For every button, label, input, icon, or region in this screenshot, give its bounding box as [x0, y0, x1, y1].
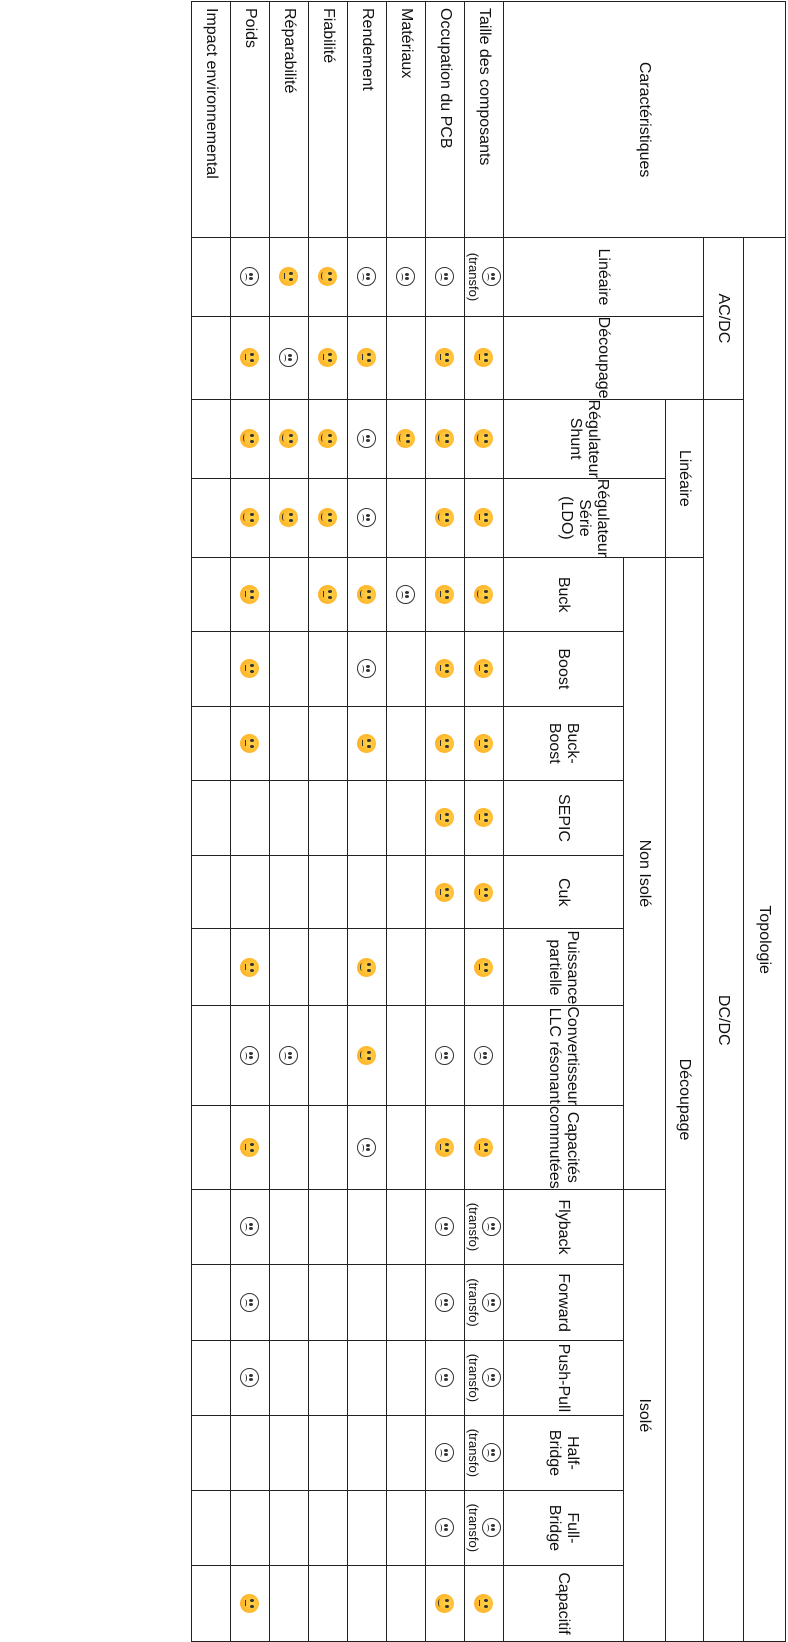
rating-cell	[231, 1490, 270, 1565]
sad-face-icon	[436, 1217, 455, 1236]
happy-face-icon	[241, 429, 260, 448]
rating-cell	[192, 558, 231, 632]
rating-cell	[231, 781, 270, 856]
neutral-face-icon	[475, 348, 494, 367]
row-label: Réparabilité	[270, 2, 309, 238]
rating-cell	[231, 1189, 270, 1264]
rating-cell	[270, 1265, 309, 1341]
rating-cell	[348, 632, 387, 706]
transfo-note: (transfo)	[466, 252, 482, 302]
neutral-face-icon	[475, 508, 494, 527]
table-row	[309, 2, 348, 1642]
dcdc-header: DC/DC	[704, 399, 744, 1641]
rating-cell	[348, 781, 387, 856]
rating-cell	[192, 1006, 231, 1106]
rating-cell	[387, 1565, 426, 1641]
rating-cell	[387, 558, 426, 632]
row-label: Rendement	[348, 2, 387, 238]
neutral-face-icon	[436, 883, 455, 902]
rating-cell	[192, 1340, 231, 1415]
rating-cell	[231, 558, 270, 632]
rating-cell	[465, 1490, 504, 1565]
transfo-note: (transfo)	[466, 1353, 482, 1403]
transfo-note: (transfo)	[466, 1503, 482, 1553]
topology-table	[191, 1, 786, 1642]
rating-cell	[309, 706, 348, 780]
neutral-face-icon	[475, 958, 494, 977]
sad-face-icon	[241, 1217, 260, 1236]
rating-cell	[192, 478, 231, 557]
rating-cell	[387, 238, 426, 316]
neutral-face-icon	[241, 585, 260, 604]
sad-face-icon	[483, 1217, 502, 1236]
rating-cell	[387, 632, 426, 706]
col-name-5: Boost	[504, 632, 624, 706]
rating-cell	[309, 478, 348, 557]
rating-cell	[309, 929, 348, 1006]
rating-cell	[387, 1106, 426, 1190]
col-name-8: Cuk	[504, 855, 624, 929]
rating-cell	[231, 399, 270, 478]
rating-cell	[231, 706, 270, 780]
rating-cell	[426, 478, 465, 557]
rating-cell	[348, 1106, 387, 1190]
transfo-note: (transfo)	[466, 1278, 482, 1327]
rating-cell	[348, 1265, 387, 1341]
neutral-face-icon	[241, 1594, 260, 1613]
rating-cell	[270, 1490, 309, 1565]
rating-cell	[270, 478, 309, 557]
rating-cell	[426, 1006, 465, 1106]
non-isole-header: Non Isolé	[624, 558, 666, 1190]
rating-cell	[465, 1189, 504, 1264]
rating-cell	[309, 632, 348, 706]
col-name-0: Linéaire	[504, 238, 704, 316]
rating-cell	[348, 1006, 387, 1106]
rating-cell	[192, 1189, 231, 1264]
neutral-face-icon	[436, 1138, 455, 1157]
neutral-face-icon	[319, 348, 338, 367]
happy-face-icon	[475, 429, 494, 448]
happy-face-icon	[397, 429, 416, 448]
rating-cell	[231, 316, 270, 399]
rating-cell	[465, 1265, 504, 1341]
rating-cell	[426, 1106, 465, 1190]
rating-cell	[270, 706, 309, 780]
row-label: Taille des composants	[465, 2, 504, 238]
neutral-face-icon	[475, 1594, 494, 1613]
sad-face-icon	[436, 1046, 455, 1065]
rating-cell	[465, 1006, 504, 1106]
rating-cell	[270, 929, 309, 1006]
rating-cell	[192, 1415, 231, 1490]
rating-cell	[387, 781, 426, 856]
neutral-face-icon	[358, 348, 377, 367]
rating-cell	[270, 316, 309, 399]
sad-face-icon	[436, 267, 455, 286]
topologie-header: Topologie	[744, 238, 786, 1642]
neutral-face-icon	[436, 808, 455, 827]
rating-cell	[348, 1340, 387, 1415]
table-row	[231, 2, 270, 1642]
col-name-16: Full-Bridge	[504, 1490, 624, 1565]
happy-face-icon	[319, 508, 338, 527]
neutral-face-icon	[436, 659, 455, 678]
happy-face-icon	[436, 429, 455, 448]
rating-cell	[348, 316, 387, 399]
rating-cell	[465, 1565, 504, 1641]
col-name-15: Half-Bridge	[504, 1415, 624, 1490]
rating-cell	[309, 1106, 348, 1190]
sad-face-icon	[358, 659, 377, 678]
sad-face-icon	[483, 1518, 502, 1537]
neutral-face-icon	[436, 585, 455, 604]
happy-face-icon	[358, 585, 377, 604]
rating-cell	[465, 238, 504, 316]
happy-face-icon	[241, 508, 260, 527]
neutral-face-icon	[241, 348, 260, 367]
rating-cell	[387, 855, 426, 929]
rating-cell	[192, 781, 231, 856]
rating-cell	[309, 855, 348, 929]
rating-cell	[309, 399, 348, 478]
rating-cell	[231, 1265, 270, 1341]
happy-face-icon	[280, 429, 299, 448]
rating-cell	[270, 1565, 309, 1641]
rating-cell	[465, 399, 504, 478]
row-label: Poids	[231, 2, 270, 238]
rating-cell	[387, 929, 426, 1006]
sad-face-icon	[436, 1518, 455, 1537]
isole-header: Isolé	[624, 1189, 666, 1641]
col-name-14: Push-Pull	[504, 1340, 624, 1415]
neutral-face-icon	[358, 734, 377, 753]
rating-cell	[192, 316, 231, 399]
happy-face-icon	[319, 267, 338, 286]
rating-cell	[426, 1340, 465, 1415]
table-row	[387, 2, 426, 1642]
rating-cell	[231, 1006, 270, 1106]
rating-cell	[348, 1565, 387, 1641]
col-name-7: SEPIC	[504, 781, 624, 856]
rating-cell	[426, 781, 465, 856]
rating-cell	[387, 706, 426, 780]
rating-cell	[231, 632, 270, 706]
sad-face-icon	[241, 1368, 260, 1387]
rating-cell	[426, 1189, 465, 1264]
rating-cell	[192, 1490, 231, 1565]
dcdc-decoupage-header: Découpage	[666, 558, 704, 1642]
rating-cell	[387, 1340, 426, 1415]
table-row	[270, 2, 309, 1642]
sad-face-icon	[241, 1046, 260, 1065]
col-name-1: Découpage	[504, 316, 704, 399]
col-name-17: Capacitif	[504, 1565, 624, 1641]
rating-cell	[192, 1106, 231, 1190]
caracteristiques-header: Caractéristiques	[504, 2, 786, 238]
col-name-11: Capacités commutées	[504, 1106, 624, 1190]
sad-face-icon	[436, 1443, 455, 1462]
rating-cell	[192, 1265, 231, 1341]
rating-cell	[270, 1415, 309, 1490]
rating-cell	[348, 1490, 387, 1565]
rating-cell	[309, 316, 348, 399]
row-label: Matériaux	[387, 2, 426, 238]
sad-face-icon	[280, 1046, 299, 1065]
acdc-header: AC/DC	[704, 238, 744, 399]
rating-cell	[348, 399, 387, 478]
rating-cell	[348, 238, 387, 316]
row-label: Occupation du PCB	[426, 2, 465, 238]
col-name-2: Régulateur Shunt	[504, 399, 666, 478]
rating-cell	[348, 1415, 387, 1490]
row-label: Fiabilité	[309, 2, 348, 238]
rating-cell	[465, 1415, 504, 1490]
rating-cell	[309, 1006, 348, 1106]
rating-cell	[348, 478, 387, 557]
col-name-10: Convertisseur LLC résonant	[504, 1006, 624, 1106]
rating-cell	[192, 1565, 231, 1641]
rating-cell	[465, 706, 504, 780]
rating-cell	[309, 1415, 348, 1490]
rating-cell	[309, 1265, 348, 1341]
rating-cell	[270, 1189, 309, 1264]
rating-cell	[387, 1189, 426, 1264]
happy-face-icon	[436, 1594, 455, 1613]
sad-face-icon	[397, 267, 416, 286]
dcdc-lineaire-header: Linéaire	[666, 399, 704, 558]
rating-cell	[309, 1565, 348, 1641]
sad-face-icon	[358, 267, 377, 286]
rating-cell	[465, 929, 504, 1006]
happy-face-icon	[280, 508, 299, 527]
sad-face-icon	[280, 348, 299, 367]
rating-cell	[465, 781, 504, 856]
rating-cell	[192, 238, 231, 316]
rating-cell	[465, 1340, 504, 1415]
rating-cell	[231, 238, 270, 316]
rating-cell	[348, 558, 387, 632]
neutral-face-icon	[475, 734, 494, 753]
happy-face-icon	[436, 508, 455, 527]
rating-cell	[348, 706, 387, 780]
sad-face-icon	[475, 1046, 494, 1065]
rating-cell	[231, 1565, 270, 1641]
rating-cell	[387, 1415, 426, 1490]
col-name-9: Puissance partielle	[504, 929, 624, 1006]
sad-face-icon	[358, 508, 377, 527]
rating-cell	[426, 558, 465, 632]
rating-cell	[348, 929, 387, 1006]
rating-cell	[192, 399, 231, 478]
rating-cell	[426, 316, 465, 399]
rating-cell	[192, 706, 231, 780]
rating-cell	[348, 855, 387, 929]
sad-face-icon	[358, 429, 377, 448]
neutral-face-icon	[475, 1138, 494, 1157]
rating-cell	[426, 632, 465, 706]
rating-cell	[426, 1265, 465, 1341]
rating-cell	[231, 1106, 270, 1190]
rating-cell	[465, 478, 504, 557]
rating-cell	[270, 1106, 309, 1190]
neutral-face-icon	[475, 808, 494, 827]
rating-cell	[309, 1490, 348, 1565]
neutral-face-icon	[436, 734, 455, 753]
rating-cell	[387, 316, 426, 399]
transfo-note: (transfo)	[466, 1428, 482, 1478]
col-name-6: Buck-Boost	[504, 706, 624, 780]
rating-cell	[231, 1340, 270, 1415]
rating-cell	[465, 855, 504, 929]
rating-cell	[231, 929, 270, 1006]
happy-face-icon	[319, 429, 338, 448]
rating-cell	[426, 1490, 465, 1565]
rating-cell	[270, 399, 309, 478]
rating-cell	[309, 238, 348, 316]
rating-cell	[270, 558, 309, 632]
sad-face-icon	[483, 267, 502, 286]
rating-cell	[270, 238, 309, 316]
rating-cell	[270, 632, 309, 706]
col-name-4: Buck	[504, 558, 624, 632]
rating-cell	[465, 316, 504, 399]
sad-face-icon	[241, 267, 260, 286]
row-label: Impact environnemental	[192, 2, 231, 238]
rating-cell	[270, 1340, 309, 1415]
happy-face-icon	[358, 958, 377, 977]
sad-face-icon	[358, 1138, 377, 1157]
neutral-face-icon	[241, 659, 260, 678]
col-name-3: Régulateur Série (LDO)	[504, 478, 666, 557]
rating-cell	[387, 399, 426, 478]
table-row	[426, 2, 465, 1642]
rating-cell	[387, 1006, 426, 1106]
rating-cell	[426, 238, 465, 316]
rating-cell	[387, 478, 426, 557]
rating-cell	[192, 855, 231, 929]
sad-face-icon	[436, 1368, 455, 1387]
rating-cell	[465, 1106, 504, 1190]
rating-cell	[465, 558, 504, 632]
rating-cell	[348, 1189, 387, 1264]
neutral-face-icon	[241, 734, 260, 753]
rating-cell	[309, 1189, 348, 1264]
rating-cell	[387, 1265, 426, 1341]
neutral-face-icon	[241, 1138, 260, 1157]
happy-face-icon	[475, 585, 494, 604]
col-name-13: Forward	[504, 1265, 624, 1341]
rating-cell	[309, 558, 348, 632]
rating-cell	[270, 855, 309, 929]
sad-face-icon	[397, 585, 416, 604]
neutral-face-icon	[241, 958, 260, 977]
neutral-face-icon	[475, 883, 494, 902]
rating-cell	[192, 632, 231, 706]
rating-cell	[270, 1006, 309, 1106]
rating-cell	[426, 929, 465, 1006]
table-row	[192, 2, 231, 1642]
sad-face-icon	[483, 1368, 502, 1387]
transfo-note: (transfo)	[466, 1202, 482, 1252]
neutral-face-icon	[475, 659, 494, 678]
neutral-face-icon	[280, 267, 299, 286]
neutral-face-icon	[436, 348, 455, 367]
rating-cell	[231, 855, 270, 929]
rating-cell	[231, 478, 270, 557]
rating-cell	[309, 1340, 348, 1415]
rating-cell	[231, 1415, 270, 1490]
sad-face-icon	[241, 1293, 260, 1312]
happy-face-icon	[358, 1046, 377, 1065]
rating-cell	[309, 781, 348, 856]
col-name-12: Flyback	[504, 1189, 624, 1264]
sad-face-icon	[436, 1293, 455, 1312]
rating-cell	[426, 399, 465, 478]
rating-cell	[426, 706, 465, 780]
table-row	[348, 2, 387, 1642]
sad-face-icon	[483, 1293, 502, 1312]
rating-cell	[387, 1490, 426, 1565]
rating-cell	[270, 781, 309, 856]
sad-face-icon	[483, 1443, 502, 1462]
rating-cell	[426, 855, 465, 929]
rating-cell	[192, 929, 231, 1006]
neutral-face-icon	[319, 585, 338, 604]
table-row	[465, 2, 504, 1642]
rating-cell	[465, 632, 504, 706]
rating-cell	[426, 1565, 465, 1641]
rating-cell	[426, 1415, 465, 1490]
